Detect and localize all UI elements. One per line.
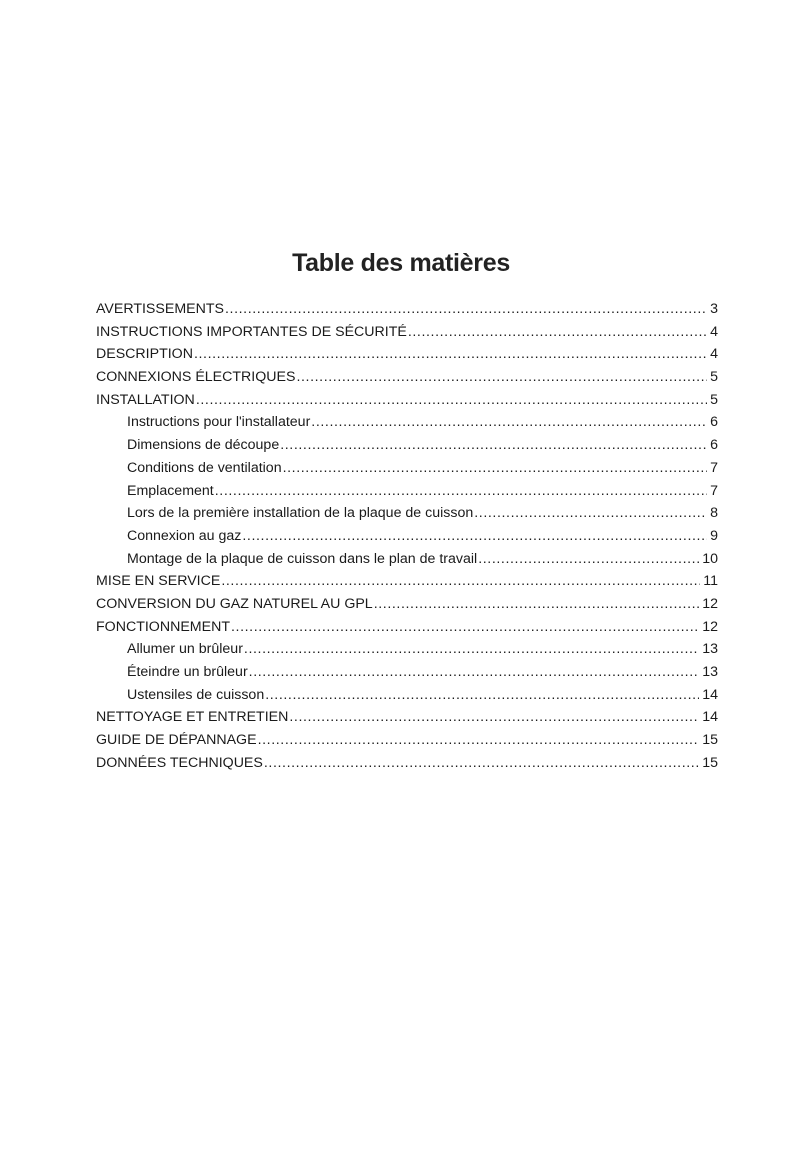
toc-entry-page-number: 6 [710,437,718,454]
toc-entry[interactable] [96,457,718,480]
toc-entry[interactable] [96,616,718,639]
toc-dot-leader [265,684,699,707]
toc-dot-leader [311,411,707,434]
toc-entry[interactable] [96,593,718,616]
toc-entry[interactable] [96,366,718,389]
toc-entry[interactable] [96,298,718,321]
toc-entry-page-number: 13 [702,641,718,658]
toc-dot-leader [374,593,700,616]
toc-dot-leader [258,729,700,752]
toc-dot-leader [264,752,699,775]
toc-entry-page-number: 7 [710,459,718,476]
toc-entry-label: DESCRIPTION [96,346,193,363]
toc-entry[interactable] [96,706,718,729]
toc-dot-leader [474,502,707,525]
toc-entry-label: GUIDE DE DÉPANNAGE [96,732,257,749]
toc-entry-label: FONCTIONNEMENT [96,618,230,635]
toc-entry-label: CONNEXIONS ÉLECTRIQUES [96,369,296,386]
toc-entry-page-number: 11 [703,573,718,590]
toc-dot-leader [249,661,700,684]
toc-entry-label: Allumer un brûleur [127,641,243,658]
toc-entry-page-number: 4 [710,346,718,363]
toc-entry[interactable] [96,570,718,593]
toc-dot-leader [231,616,699,639]
toc-entry-label: NETTOYAGE ET ENTRETIEN [96,709,289,726]
toc-entry-page-number: 7 [710,482,718,499]
toc-entry-page-number: 13 [702,664,718,680]
toc-dot-leader [408,321,707,344]
toc-entry[interactable] [96,502,718,525]
toc-entry[interactable] [96,752,718,775]
toc-entry-label: CONVERSION DU GAZ NATUREL AU GPL [96,595,373,612]
toc-entry[interactable] [96,389,718,412]
toc-entry-label: Conditions de ventilation [127,459,282,476]
toc-entry[interactable] [96,434,718,457]
toc-dot-leader [289,706,699,729]
toc-dot-leader [242,525,707,548]
toc-entry[interactable] [96,480,718,503]
toc-entry-label: Éteindre un brûleur [127,664,248,680]
toc-entry-label: Emplacement [127,482,214,499]
toc-entry-label: AVERTISSEMENTS [96,301,224,317]
toc-dot-leader [196,389,707,412]
toc-entry-label: Ustensiles de cuisson [127,686,265,703]
toc-entry-label: Lors de la première installation de la plaque de cuisson [127,505,474,522]
toc-entry-page-number: 14 [702,709,718,726]
toc-entry-page-number: 3 [710,301,718,317]
toc-dot-leader [225,298,707,321]
toc-dot-leader [244,638,699,661]
toc-entry-label: Instructions pour l'installateur [127,414,311,431]
toc-dot-leader [221,570,700,593]
toc-entry-page-number: 12 [702,618,718,635]
toc-entry-page-number: 9 [710,527,718,544]
table-of-contents [96,298,718,774]
toc-entry-page-number: 6 [710,414,718,431]
toc-dot-leader [478,548,699,571]
toc-entry[interactable] [96,548,718,571]
page-title: Table des matières [292,248,510,277]
toc-dot-leader [280,434,707,457]
toc-entry-page-number: 15 [702,754,718,771]
toc-entry-page-number: 12 [702,595,718,612]
toc-entry-page-number: 5 [710,369,718,386]
toc-entry-page-number: 8 [710,505,718,522]
toc-entry[interactable] [96,638,718,661]
toc-entry-label: INSTALLATION [96,391,195,408]
toc-entry[interactable] [96,661,718,684]
toc-entry-label: INSTRUCTIONS IMPORTANTES DE SÉCURITÉ [96,323,407,340]
toc-entry[interactable] [96,411,718,434]
toc-dot-leader [194,343,707,366]
toc-dot-leader [215,480,707,503]
toc-entry-page-number: 14 [702,686,718,703]
toc-entry-page-number: 4 [710,323,718,340]
toc-dot-leader [296,366,707,389]
toc-dot-leader [283,457,708,480]
toc-entry-label: DONNÉES TECHNIQUES [96,754,263,771]
toc-entry-label: MISE EN SERVICE [96,573,221,590]
toc-entry[interactable] [96,684,718,707]
toc-entry[interactable] [96,525,718,548]
toc-entry[interactable] [96,343,718,366]
toc-entry-label: Connexion au gaz [127,527,242,544]
toc-entry[interactable] [96,321,718,344]
toc-entry[interactable] [96,729,718,752]
toc-entry-label: Montage de la plaque de cuisson dans le plan de travail [127,550,478,567]
toc-entry-page-number: 15 [702,732,718,749]
toc-entry-page-number: 5 [710,391,718,408]
toc-entry-page-number: 10 [702,550,718,567]
toc-entry-label: Dimensions de découpe [127,437,280,454]
